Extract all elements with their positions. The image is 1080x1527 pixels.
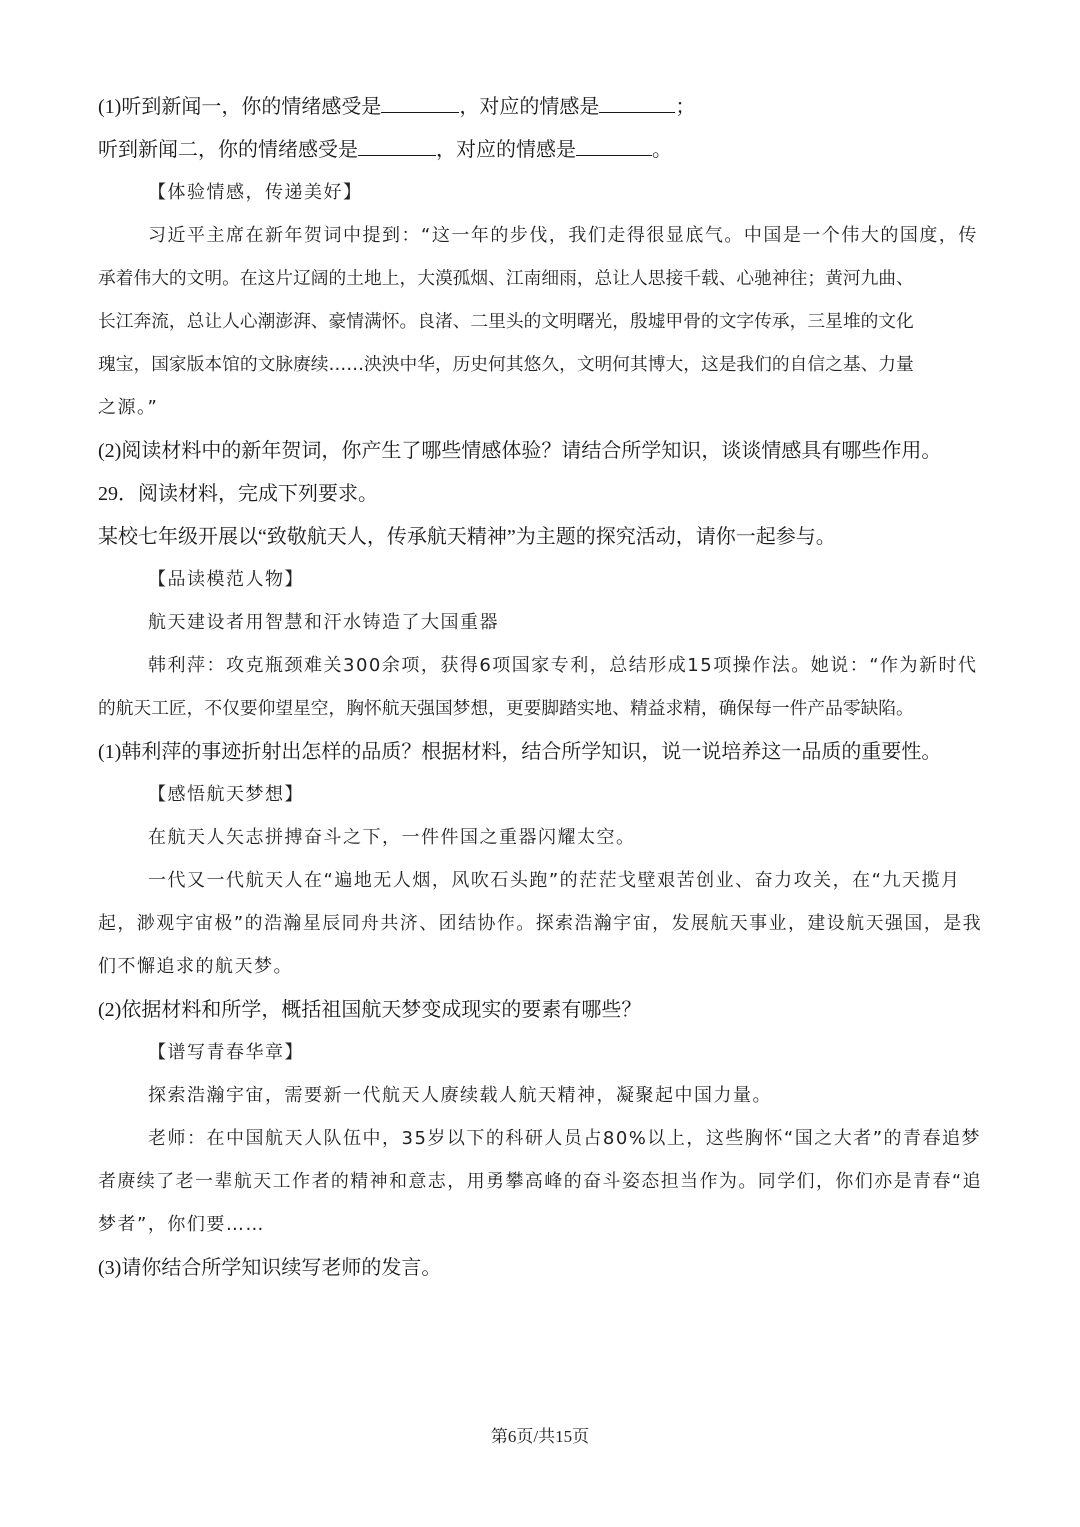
paragraph-line: 瑰宝，国家版本馆的文脉赓续……泱泱中华，历史何其悠久，文明何其博大，这是我们的自信之基、力量 xyxy=(98,355,914,375)
paragraph-line: 长江奔流，总让人心潮澎湃、豪情满怀。良渚、二里头的文明曙光，殷墟甲骨的文字传承，三星堆的文化 xyxy=(98,312,914,332)
paragraph-line: 一代又一代航天人在“遍地无人烟，风吹石头跑”的茫茫戈壁艰苦创业、奋力攻关，在“九天揽月 xyxy=(148,870,961,891)
paragraph-line: 们不懈追求的航天梦。 xyxy=(98,956,293,977)
question-29-intro: 某校七年级开展以“致敬航天人，传承航天精神”为主题的探究活动，请你一起参与。 xyxy=(98,526,836,548)
question-text: 听到新闻二，你的情绪感受是 xyxy=(98,139,358,161)
paragraph-line: 习近平主席在新年贺词中提到：“这一年的步伐，我们走得很显底气。中国是一个伟大的国度，传 xyxy=(148,225,978,246)
paragraph-line: 探索浩瀚宇宙，需要新一代航天人赓续载人航天精神，凝聚起中国力量。 xyxy=(148,1085,772,1106)
paragraph-line: 承着伟大的文明。在这片辽阔的土地上，大漠孤烟、江南细雨，总让人思接千载、心驰神往；黄河九曲、 xyxy=(98,269,914,289)
section-heading: 【体验情感，传递美好】 xyxy=(148,182,363,203)
question-29-3: (3)请你结合所学知识续写老师的发言。 xyxy=(98,1257,442,1279)
q28-1-line1 xyxy=(98,92,695,122)
question-text: (1)听到新闻一，你的情绪感受是 xyxy=(98,96,382,118)
question-text: ，对应的情感是 xyxy=(459,96,600,118)
answer-blank[interactable] xyxy=(358,137,436,156)
paragraph-line: 者赓续了老一辈航天工作者的精神和意志，用勇攀高峰的奋斗姿态担当作为。同学们，你们亦是青春“追 xyxy=(98,1171,983,1192)
paragraph-line: 起，渺观宇宙极”的浩瀚星辰同舟共济、团结协作。探索浩瀚宇宙，发展航天事业，建设航天强国，是我 xyxy=(98,913,983,934)
question-29-2: (2)依据材料和所学，概括祖国航天梦变成现实的要素有哪些？ xyxy=(98,999,642,1021)
paragraph-line: 之源。” xyxy=(98,397,159,418)
answer-blank[interactable] xyxy=(599,94,675,113)
section-heading: 【谱写青春华章】 xyxy=(148,1042,304,1063)
question-text: ，对应的情感是 xyxy=(436,139,576,161)
question-29-1: (1)韩利萍的事迹折射出怎样的品质？根据材料，结合所学知识，说一说培养这一品质的重要性。 xyxy=(98,741,942,763)
paragraph-line: 韩利萍：攻克瓶颈难关300余项，获得6项国家专利，总结形成15项操作法。她说：“作为新时代 xyxy=(148,655,978,676)
punctuation: ； xyxy=(675,96,696,118)
punctuation: 。 xyxy=(652,139,672,161)
answer-blank[interactable] xyxy=(381,94,459,113)
section-heading: 【感悟航天梦想】 xyxy=(148,784,304,805)
paragraph-line: 的航天工匠，不仅要仰望星空，胸怀航天强国梦想，更要脚踏实地、精益求精，确保每一件产品零缺陷。 xyxy=(98,699,914,719)
section-heading: 【品读模范人物】 xyxy=(148,569,304,590)
question-29-title: 29．阅读材料，完成下列要求。 xyxy=(98,483,378,505)
answer-blank[interactable] xyxy=(576,137,652,156)
page-number-footer: 第6页/共15页 xyxy=(490,1427,590,1446)
question-28-2: (2)阅读材料中的新年贺词，你产生了哪些情感体验？请结合所学知识，谈谈情感具有哪些作用。 xyxy=(98,440,942,462)
paragraph-line: 在航天人矢志拼搏奋斗之下，一件件国之重器闪耀太空。 xyxy=(148,827,636,848)
paragraph-line: 老师：在中国航天人队伍中，35岁以下的科研人员占80%以上，这些胸怀“国之大者”的青春追梦 xyxy=(148,1128,982,1149)
paragraph-line: 航天建设者用智慧和汗水铸造了大国重器 xyxy=(148,612,499,633)
paragraph-line: 梦者”，你们要…… xyxy=(98,1214,265,1235)
q28-1-line2 xyxy=(98,135,672,165)
